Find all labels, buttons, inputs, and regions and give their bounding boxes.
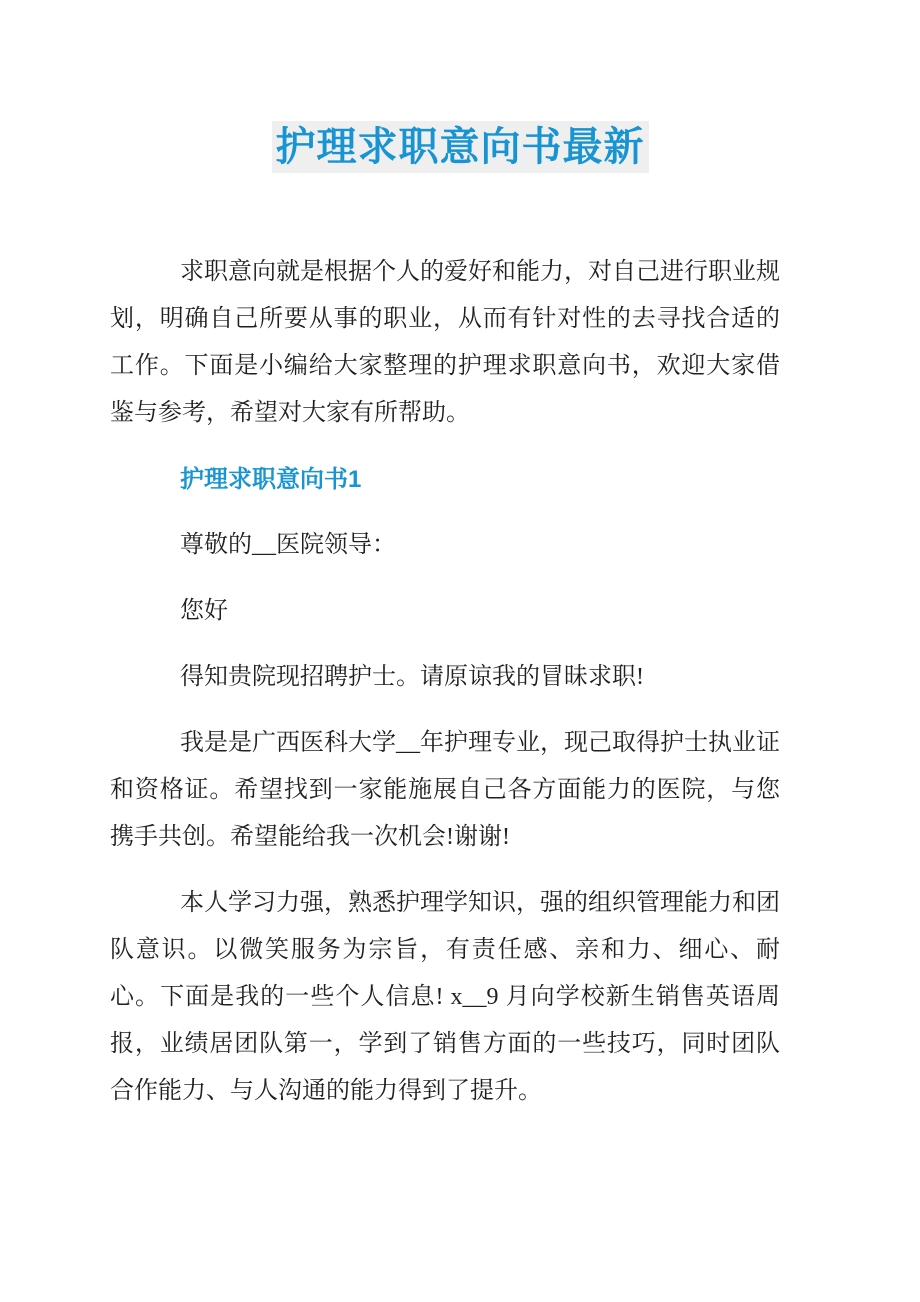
paragraph-self-introduction: 本人学习力强，熟悉护理学知识，强的组织管理能力和团队意识。以微笑服务为宗旨，有责任感、亲和力、细心、耐心。下面是我的一些个人信息! x__9 月向学校新生销售英语周报，业绩居团队第一，学到了销售方面的一些技巧，同时团队合作能力、与人沟通的能力得到了提升。 [110, 890, 780, 1104]
paragraph-greeting: 您好 [180, 598, 228, 624]
title-band [0, 0, 920, 173]
paragraph-salutation: 尊敬的__医院领导： [180, 532, 396, 558]
paragraph-opening: 得知贵院现招聘护士。请原谅我的冒昧求职! [180, 664, 644, 690]
intro-paragraph: 求职意向就是根据个人的爱好和能力，对自己进行职业规划，明确自己所要从事的职业，从而有针对性的去寻找合适的工作。下面是小编给大家整理的护理求职意向书，欢迎大家借鉴与参考，希望对大家有所帮助。 [110, 259, 780, 426]
document-body [110, 249, 780, 1115]
document-title: 护理求职意向书最新 [272, 121, 649, 173]
paragraph-qualifications: 我是是广西医科大学__年护理专业，现己取得护士执业证和资格证。希望找到一家能施展自己各方面能力的医院，与您携手共创。希望能给我一次机会!谢谢! [110, 730, 780, 850]
section-heading: 护理求职意向书1 [180, 466, 362, 493]
